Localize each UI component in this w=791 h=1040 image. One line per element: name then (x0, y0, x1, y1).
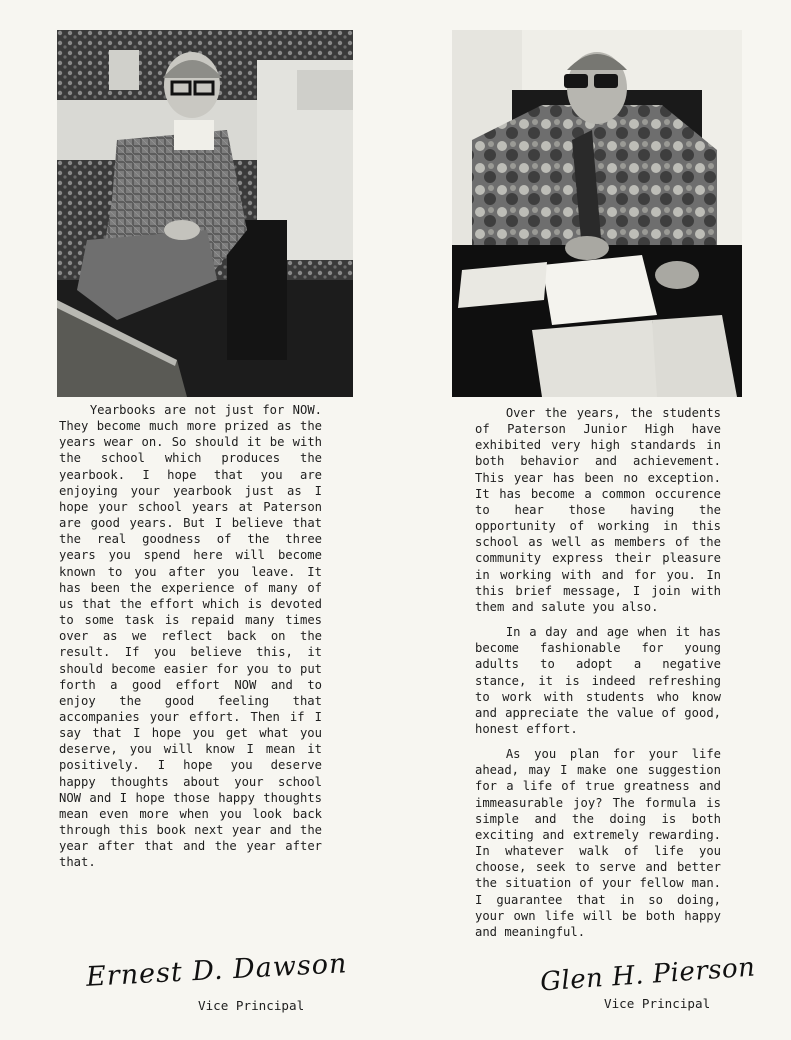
message-right-paragraph-3: As you plan for your life ahead, may I make one suggestion for a life of true greatness and immeasurable joy? The formula is simple and the doing is both exciting and extremely rewarding. In whatever walk of life you choose, seek to serve and better the situation of your fellow man. I guarantee that in so doing, your own life will be both happy and meaningful. (475, 747, 721, 939)
message-left-paragraph-1: Yearbooks are not just for NOW. They become much more prized as the years wear on. So should it be with the school which produces the yearbook. I hope that you are enjoying your yearbook just as I hope your school years at Paterson are good years. But I believe that the real goodness of the three years you spend here will become known to you after you leave. It has been the experience of many of us that the effort which is devoted to some task is repaid many times over as we reflect back on the result. If you believe this, it should become easier for you to put forth a good effort NOW and to enjoy the good feeling that accompanies your effort. Then if I say that I hope you get what you deserve, you will know I mean it positively. I hope you deserve happy thoughts about your school NOW and I hope those happy thoughts mean even more when you look back through this book next year and the year after that and the year after that. (59, 403, 322, 870)
message-right-paragraph-2: In a day and age when it has become fashionable for young adults to adopt a negative stance, it is indeed refreshing to work with students who know and appreciate the value of good, honest effort. (475, 625, 721, 736)
title-right: Vice Principal (604, 996, 711, 1011)
signature-right: Glen H. Pierson (539, 952, 757, 998)
message-right-paragraph-1: Over the years, the students of Paterson Junior High have exhibited very high standards in both behavior and achievement. This year has been no exception. It has become a common occurence to hear those having the opportunity of working in this school as well as members of the community express their pleasure in working with and for you. In this brief message, I join with them and salute you also. (475, 406, 721, 614)
message-left (59, 402, 322, 880)
signature-left: Ernest D. Dawson (85, 948, 349, 993)
title-left: Vice Principal (198, 998, 305, 1013)
message-right (475, 405, 721, 949)
photo-vice-principal-left (57, 30, 353, 397)
photo-vice-principal-right (452, 30, 742, 397)
